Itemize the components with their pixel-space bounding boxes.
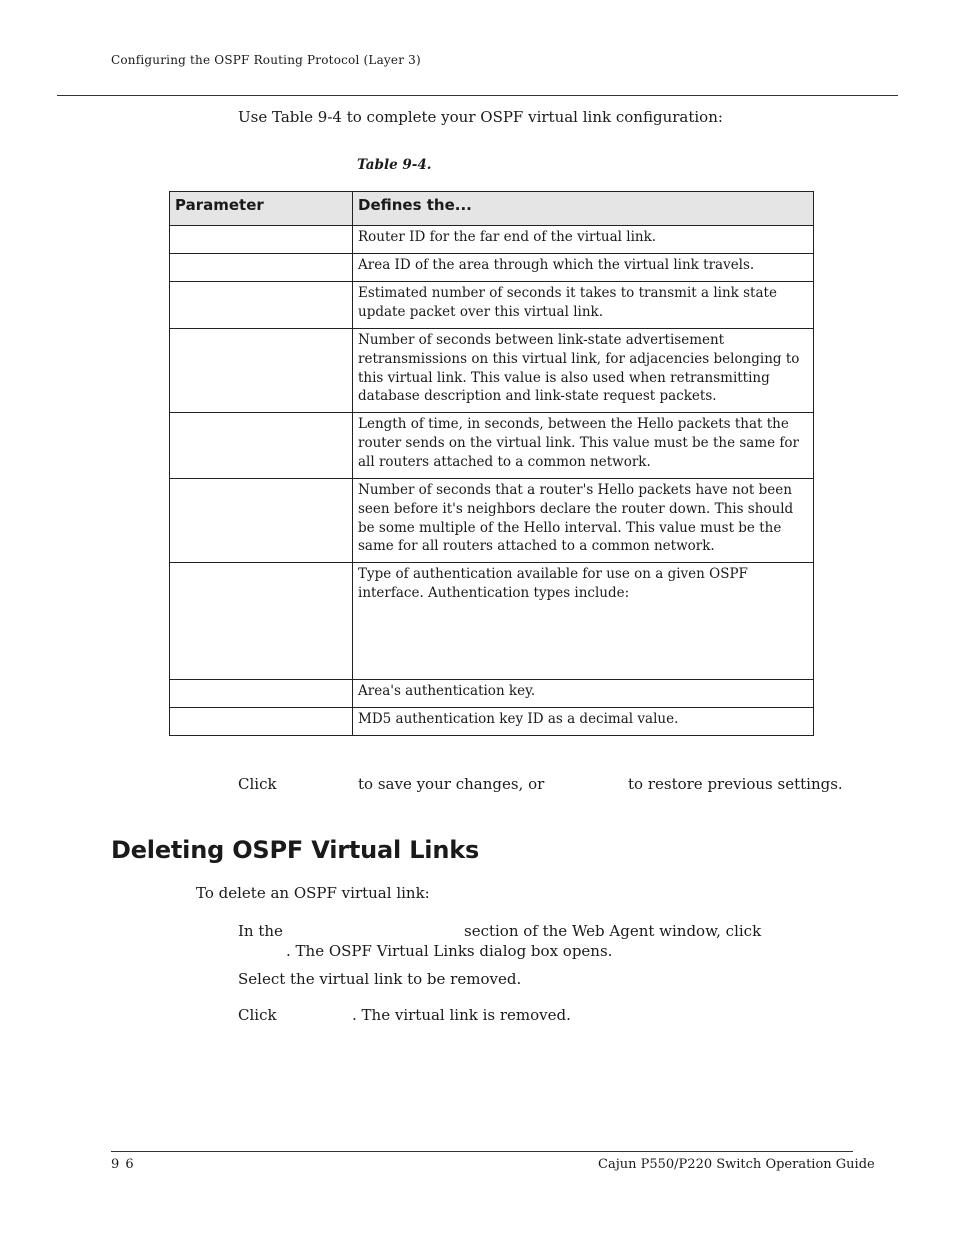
- parameter-cell: [170, 680, 353, 708]
- column-header-parameter: Parameter: [170, 192, 353, 226]
- step1-middle: section of the Web Agent window, click: [464, 922, 762, 940]
- definition-cell: Number of seconds between link-state advertisement retransmissions on this virtual link, for adjacencies belonging to this virtual link. This value is also used when retransmitting database description and link-state request packets.: [353, 329, 814, 413]
- step1-result: . The OSPF Virtual Links dialog box opens.: [286, 942, 613, 960]
- save-step-click: Click: [238, 775, 277, 793]
- definition-cell: Area's authentication key.: [353, 680, 814, 708]
- page-number: 9 6: [111, 1157, 135, 1172]
- save-step-middle: to save your changes, or: [358, 775, 545, 793]
- table-row: [170, 479, 814, 563]
- table-row: [170, 282, 814, 329]
- parameter-cell: [170, 329, 353, 413]
- parameter-cell: [170, 708, 353, 736]
- section-intro: To delete an OSPF virtual link:: [196, 884, 430, 902]
- table-row: [170, 254, 814, 282]
- definition-cell: Estimated number of seconds it takes to transmit a link state update packet over this virtual link.: [353, 282, 814, 329]
- parameter-cell: [170, 563, 353, 680]
- definition-cell: MD5 authentication key ID as a decimal value.: [353, 708, 814, 736]
- save-step-end: to restore previous settings.: [628, 775, 843, 793]
- intro-text: Use Table 9-4 to complete your OSPF virtual link configuration:: [238, 108, 723, 126]
- column-header-definition: Defines the...: [353, 192, 814, 226]
- table-row: [170, 708, 814, 736]
- table-row: [170, 226, 814, 254]
- step3-result: . The virtual link is removed.: [352, 1006, 571, 1024]
- step3-prefix: Click: [238, 1006, 277, 1024]
- parameter-cell: [170, 282, 353, 329]
- section-heading: Deleting OSPF Virtual Links: [111, 836, 480, 864]
- running-header: Configuring the OSPF Routing Protocol (Layer 3): [111, 53, 421, 67]
- footer-rule: [111, 1151, 853, 1152]
- parameters-table: [169, 191, 814, 736]
- table-header-row: [170, 192, 814, 226]
- parameter-cell: [170, 254, 353, 282]
- parameter-cell: [170, 479, 353, 563]
- table-caption: Table 9-4.: [357, 157, 432, 173]
- guide-title: Cajun P550/P220 Switch Operation Guide: [598, 1157, 875, 1172]
- header-rule: [57, 95, 898, 96]
- table-row: [170, 563, 814, 680]
- definition-cell: Area ID of the area through which the virtual link travels.: [353, 254, 814, 282]
- parameter-cell: [170, 226, 353, 254]
- definition-cell: Number of seconds that a router's Hello packets have not been seen before it's neighbors declare the router down. This should be some multiple of the Hello interval. This value must be the same for all routers attached to a common network.: [353, 479, 814, 563]
- table-row: [170, 329, 814, 413]
- definition-cell: Type of authentication available for use on a given OSPF interface. Authentication types include:: [353, 563, 814, 680]
- step1-prefix: In the: [238, 922, 283, 940]
- definition-cell: Router ID for the far end of the virtual link.: [353, 226, 814, 254]
- table-row: [170, 413, 814, 479]
- table-row: [170, 680, 814, 708]
- parameter-cell: [170, 413, 353, 479]
- definition-cell: Length of time, in seconds, between the Hello packets that the router sends on the virtual link. This value must be the same for all routers attached to a common network.: [353, 413, 814, 479]
- step2-text: Select the virtual link to be removed.: [238, 970, 522, 988]
